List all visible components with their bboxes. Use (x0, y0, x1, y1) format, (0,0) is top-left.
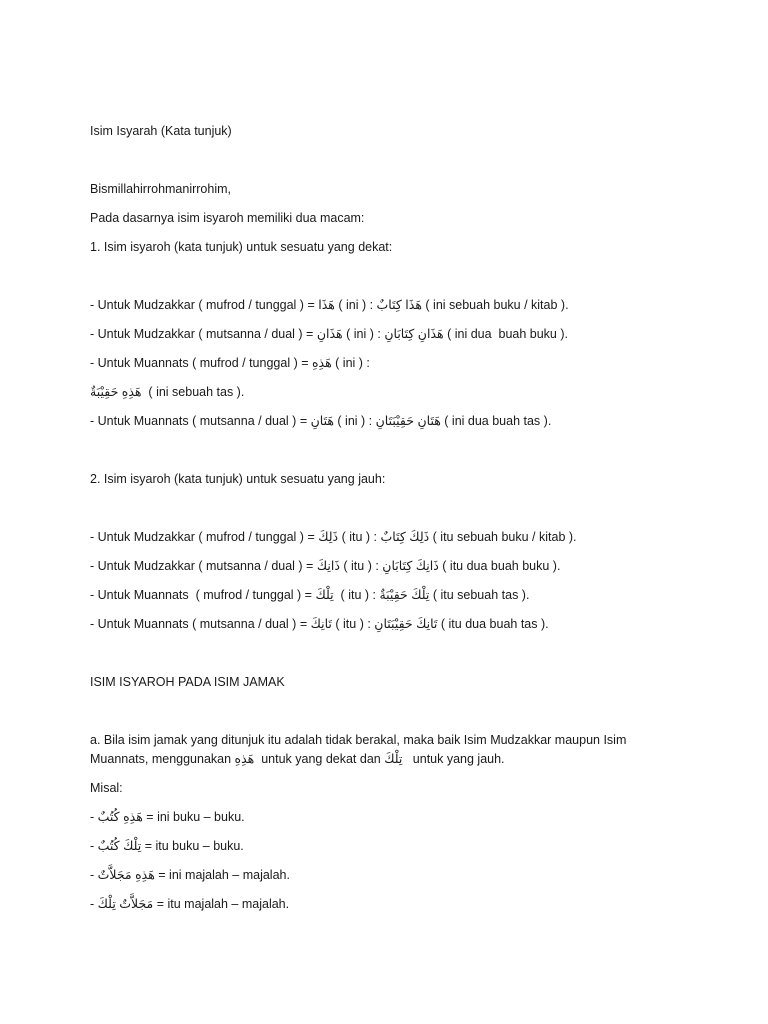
intro-text: Pada dasarnya isim isyaroh memiliki dua macam: (90, 211, 365, 225)
plural-example: - تِلْكَ كُتُبٌ = itu buku – buku. (90, 839, 244, 853)
greeting-text: Bismillahirrohmanirrohim, (90, 182, 232, 196)
plural-example: - هَذِهِ مَجَلاَّتٌ = ini majalah – majalah. (90, 868, 290, 882)
plural-example: - هَذِهِ كُتُبٌ = ini buku – buku. (90, 810, 245, 824)
near-item-muannats-mutsanna: - Untuk Muannats ( mutsanna / dual ) = هَتَانِ ( ini ) : هَتَانِ حَقِيْبَتَانِ ( ini dua buah tas ). (90, 414, 552, 428)
blank-line (90, 499, 768, 518)
plural-rule-paragraph (90, 731, 768, 769)
near-item-muannats-mufrod: - Untuk Muannats ( mufrod / tunggal ) = هَذِهِ ( ini ) : (90, 356, 370, 370)
blank-line (90, 151, 768, 170)
blank-line (90, 702, 768, 721)
blank-line (90, 441, 768, 460)
section-near-heading: 1. Isim isyaroh (kata tunjuk) untuk sesuatu yang dekat: (90, 240, 393, 254)
near-item-mudzakkar-mutsanna: - Untuk Mudzakkar ( mutsanna / dual ) = هَذَانِ ( ini ) : هَذَانِ كِتَابَانِ ( ini dua buah buku ). (90, 327, 568, 341)
far-item-muannats-mufrod: - Untuk Muannats ( mufrod / tunggal ) = تِلْكَ ( itu ) : تِلْكَ حَقِيْبَةٌ ( itu sebuah tas ). (90, 588, 530, 602)
near-item-mudzakkar-mufrod: - Untuk Mudzakkar ( mufrod / tunggal ) = هَذَا ( ini ) : هَذَا كِتَابٌ ( ini sebuah buku / kitab ). (90, 298, 569, 312)
blank-line (90, 644, 768, 663)
plural-rule-line: Muannats, menggunakan هَذِهِ untuk yang dekat dan تِلْكَ untuk yang jauh. (90, 752, 505, 766)
example-label: Misal: (90, 781, 123, 795)
plural-example: - مَجَلاَّتٌ تِلْكَ = itu majalah – majalah. (90, 897, 290, 911)
blank-line (90, 267, 768, 286)
near-item-muannats-mufrod-example: هَذِهِ حَقِيْبَةٌ ( ini sebuah tas ). (90, 385, 245, 399)
document-title: Isim Isyarah (Kata tunjuk) (90, 124, 232, 138)
far-item-mudzakkar-mutsanna: - Untuk Mudzakkar ( mutsanna / dual ) = ذَانِكَ ( itu ) : ذَانِكَ كِتَابَانِ ( itu dua buah buku ). (90, 559, 561, 573)
far-item-muannats-mutsanna: - Untuk Muannats ( mutsanna / dual ) = تَانِكَ ( itu ) : تَانِكَ حَقِيْبَتَانِ ( itu dua buah tas ). (90, 617, 549, 631)
section-far-heading: 2. Isim isyaroh (kata tunjuk) untuk sesuatu yang jauh: (90, 472, 386, 486)
far-item-mudzakkar-mufrod: - Untuk Mudzakkar ( mufrod / tunggal ) = ذَلِكَ ( itu ) : ذَلِكَ كِتَابٌ ( itu sebuah buku / kitab ). (90, 530, 577, 544)
plural-rule-line: a. Bila isim jamak yang ditunjuk itu adalah tidak berakal, maka baik Isim Mudzakkar maupun Isim (90, 733, 627, 747)
section-plural-heading: ISIM ISYAROH PADA ISIM JAMAK (90, 675, 285, 689)
